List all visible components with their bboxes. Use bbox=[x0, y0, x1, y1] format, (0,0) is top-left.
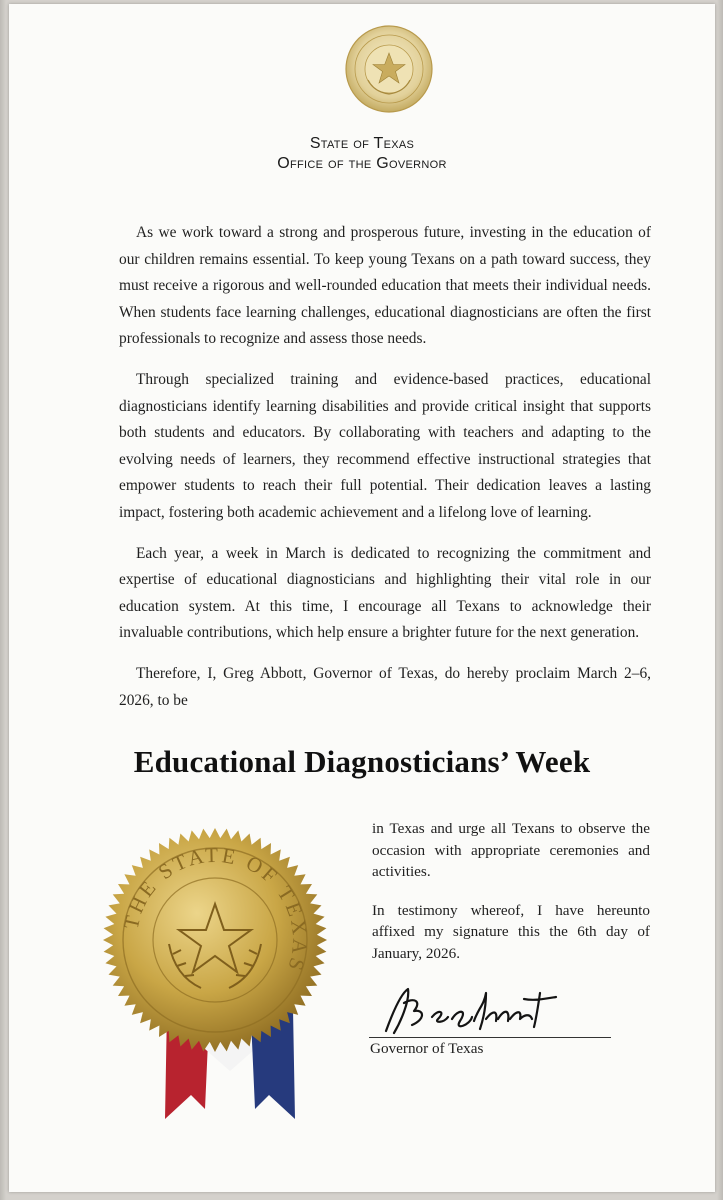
paragraph-3: Each year, a week in March is dedicated to recognizing the commitment and expertise of educational diagnosticians and highlighting their vital role in our education system. At this time, I encourage all Texans to acknowledge their invaluable contributions, which help ensure a brighter future for the next generation. bbox=[119, 544, 651, 642]
proclamation-body bbox=[119, 220, 651, 714]
paragraph-4: Therefore, I, Greg Abbott, Governor of Texas, do hereby proclaim March 2–6, 2026, to be bbox=[119, 664, 651, 709]
closing-text bbox=[372, 818, 650, 981]
closing-paragraph-1: in Texas and urge all Texans to observe the occasion with appropriate ceremonies and activities. bbox=[372, 820, 650, 880]
governor-signature bbox=[374, 979, 584, 1041]
embossed-state-seal-icon bbox=[344, 24, 434, 114]
paragraph-1: As we work toward a strong and prosperous future, investing in the education of our children remains essential. To keep young Texans on a path toward success, they must receive a rigorous and well-rounded education that meets their individual needs. When students face learning challenges, educational diagnosticians are often the first professionals to recognize and assess those needs. bbox=[119, 224, 651, 348]
closing-paragraph-2: In testimony whereof, I have hereunto affixed my signature this the 6th day of January, 2026. bbox=[372, 901, 650, 962]
paragraph-2: Through specialized training and evidence-based practices, educational diagnosticians identify learning disabilities and provide critical insight that supports both students and educators. By collaborating with teachers and adapting to the evolving needs of learners, they recommend effective instructional strategies that empower students to reach their full potential. Their dedication leaves a lasting impact, fostering both academic achievement and a lifelong love of learning. bbox=[119, 370, 651, 521]
letterhead-office: Office of the Governor bbox=[277, 155, 447, 172]
seal-legend: THE STATE OF TEXAS bbox=[118, 842, 313, 977]
signature-caption: Governor of Texas bbox=[370, 1040, 484, 1057]
signature-line bbox=[369, 1037, 611, 1038]
letterhead-state: State of Texas bbox=[309, 135, 415, 152]
letterhead bbox=[9, 134, 715, 174]
proclamation-title: Educational Diagnosticians’ Week bbox=[133, 744, 591, 779]
proclamation-document bbox=[9, 4, 715, 1192]
gold-state-seal-icon bbox=[101, 826, 329, 1054]
